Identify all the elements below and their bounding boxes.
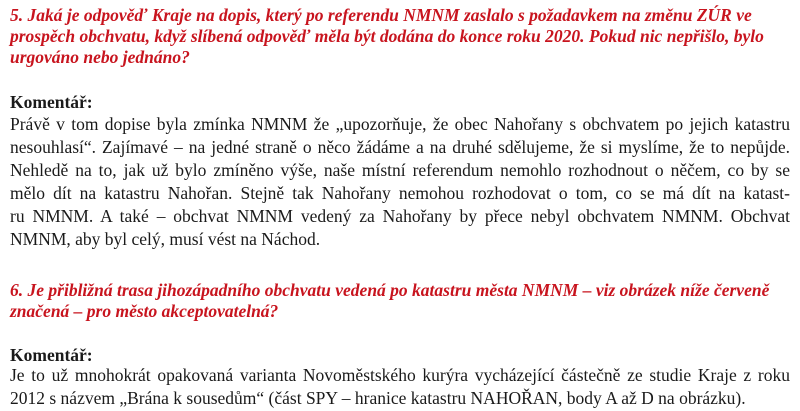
comment-6-line-1: Je to už mnohokrát opakovaná varianta Novoměstského kurýra vycházející částečně ze studie Kraje z roku	[10, 365, 790, 385]
comment-5-line-4: mělo dít na katastru Nahořan. Stejně tak Nahořany nemohou rozhodovat o tom, co se má dít na katast-	[10, 183, 790, 203]
comment-6-line-2: 2012 s názvem „Brána k sousedům“ (část SPY – hranice katastru NAHOŘAN, body A až D na obrázku).	[10, 388, 746, 408]
comment-label-5: Komentář:	[10, 92, 93, 112]
comment-5-line-2: nesouhlasí“. Zajímavé – na jedné straně o něco žádáme a na druhé sdělujeme, že si myslíme, že to nepůjde.	[10, 137, 790, 157]
comment-5-line-6: NMNM, aby byl celý, musí vést na Náchod.	[10, 229, 321, 249]
comment-label-6: Komentář:	[10, 345, 93, 365]
comment-5-line-3: Nehledě na to, jak už bylo zmíněno výše, naše místní referendum nemohlo rozhodnout o něčem, co by se	[10, 160, 790, 180]
comment-5-line-5: ru NMNM. A také – obchvat NMNM vedený za Nahořany by přece nebyl obchvatem NMNM. Obchvat	[10, 206, 790, 226]
comment-5-line-1: Právě v tom dopise byla zmínka NMNM že „upozorňuje, že obec Nahořany s obchvatem po jejich katastru	[10, 114, 790, 134]
question-6: 6. Je přibližná trasa jihozápadního obchvatu vedená po katastru města NMNM – viz obrázek níže červeně značená – pro město akceptovatelná?	[10, 280, 770, 321]
question-5: 5. Jaká je odpověď Kraje na dopis, který po referendu NMNM zaslalo s požadavkem na změnu ZÚR ve prospěch obchvatu, když slíbená odpověď měla být dodána do konce roku 2020. Pokud nic nepřišlo, bylo urgováno nebo jednáno?	[10, 5, 764, 67]
